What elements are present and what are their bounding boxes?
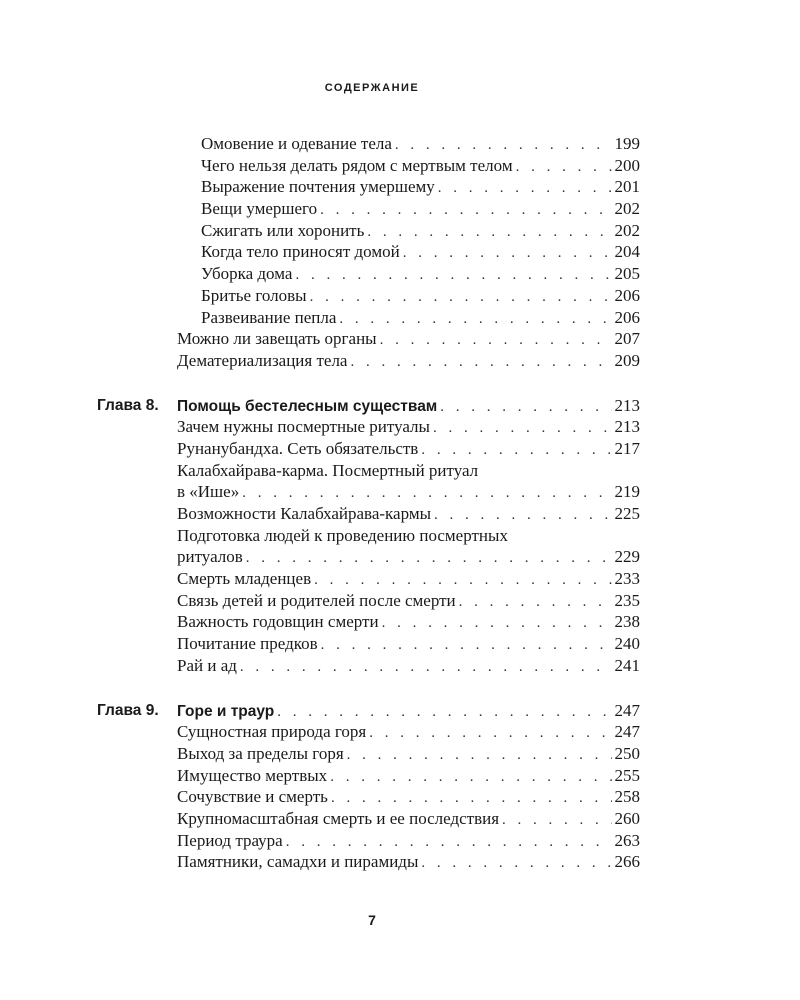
entry-page-number: 263	[614, 830, 640, 850]
dot-leader	[438, 178, 612, 199]
entry-page-number: 200	[614, 155, 640, 175]
entry-title: Сущностная природа горя	[177, 722, 367, 742]
entry-page-number: 201	[614, 177, 640, 197]
toc-entry	[0, 220, 800, 242]
toc-line	[177, 568, 640, 589]
entry-page-number: 235	[614, 590, 640, 610]
dot-leader	[240, 657, 612, 678]
dot-leader	[502, 810, 611, 831]
entry-title: Рунанубандха. Сеть обязательств	[177, 438, 419, 458]
toc-line	[177, 590, 640, 611]
toc-entry	[0, 198, 800, 220]
entry-page-number: 225	[614, 504, 640, 523]
toc-entry	[0, 438, 800, 460]
entry-title: Когда тело приносят домой	[201, 242, 400, 262]
entry-page-number: 260	[614, 808, 640, 828]
dot-leader	[395, 135, 612, 156]
page-number: 7	[368, 912, 376, 928]
entry-title: Можно ли завещать органы	[177, 329, 377, 349]
dot-leader	[320, 200, 611, 221]
entry-page-number: 206	[614, 307, 640, 327]
entry-title: Бритье головы	[201, 285, 307, 305]
dot-leader	[421, 853, 611, 874]
dot-leader	[459, 592, 612, 613]
toc-entry	[0, 655, 800, 677]
dot-leader	[369, 723, 611, 744]
dot-leader	[403, 243, 612, 264]
toc-entry	[0, 176, 800, 198]
toc-entry	[0, 416, 800, 438]
toc-line	[201, 220, 640, 241]
dot-leader	[350, 352, 611, 373]
toc-entry	[0, 830, 800, 852]
toc-line	[177, 721, 640, 742]
entry-page-number: 206	[614, 285, 640, 305]
chapter-label: Глава 8.	[97, 396, 159, 414]
toc-entry	[0, 721, 800, 743]
toc-line	[177, 786, 640, 807]
entry-page-number: 205	[614, 264, 640, 284]
dot-leader	[242, 483, 611, 504]
entry-page-number: 213	[614, 395, 640, 415]
toc-entry	[0, 155, 800, 177]
toc-line	[177, 503, 640, 524]
toc-entry	[0, 285, 800, 307]
toc-line	[177, 438, 640, 459]
toc-line	[177, 743, 640, 764]
toc-line	[177, 830, 640, 851]
toc-line	[201, 263, 640, 284]
entry-title: Сочувствие и смерть	[177, 787, 328, 807]
toc-line	[177, 546, 640, 567]
entry-title: Вещи умершего	[201, 199, 318, 219]
toc-entry	[0, 611, 800, 633]
entry-title: Почитание предков	[177, 634, 318, 654]
toc-line	[201, 198, 640, 219]
entry-page-number: 266	[614, 852, 640, 872]
toc-entry	[0, 241, 800, 263]
toc-entry	[0, 307, 800, 329]
toc-line	[177, 700, 640, 721]
dot-leader	[314, 570, 611, 591]
entry-page-number: 247	[614, 700, 640, 720]
toc-line	[201, 285, 640, 306]
toc-line	[177, 611, 640, 632]
entry-title: Памятники, самадхи и пирамиды	[177, 852, 419, 872]
toc-entry	[0, 851, 800, 873]
toc-line	[177, 808, 640, 829]
dot-leader	[339, 309, 611, 330]
dot-leader	[277, 702, 611, 723]
entry-page-number: 229	[614, 547, 640, 567]
entry-page-number: 258	[614, 787, 640, 807]
entry-title: Выход за пределы горя	[177, 743, 344, 763]
entry-title: Развеивание пепла	[201, 307, 337, 327]
toc-line	[177, 395, 640, 416]
toc-line	[177, 350, 640, 371]
toc-entry	[0, 328, 800, 350]
entry-page-number: 207	[614, 329, 640, 349]
entry-page-number: 199	[614, 134, 640, 153]
entry-title: Сжигать или хоронить	[201, 220, 365, 240]
running-header: СОДЕРЖАНИЕ	[324, 82, 420, 94]
dot-leader	[330, 767, 611, 788]
entry-page-number: 233	[614, 569, 640, 589]
entry-title: Калабхайрава-карма. Посмертный ритуал	[177, 460, 479, 480]
dot-leader	[331, 788, 612, 809]
entry-page-number: 255	[614, 765, 640, 785]
toc-entry	[0, 350, 800, 372]
dot-leader	[246, 548, 612, 569]
toc-entry	[0, 460, 800, 482]
toc-line	[177, 481, 640, 502]
dot-leader	[310, 287, 612, 308]
dot-leader	[516, 157, 612, 178]
entry-title: Возможности Калабхайрава-кармы	[177, 504, 432, 523]
toc-line	[177, 851, 640, 872]
dot-leader	[440, 397, 611, 418]
entry-title: Имущество мертвых	[177, 765, 328, 785]
toc-entry	[0, 546, 800, 568]
entry-page-number: 204	[614, 242, 640, 262]
dot-leader	[434, 505, 611, 526]
entry-title: ритуалов	[177, 547, 243, 567]
toc-entry	[0, 633, 800, 655]
entry-title: Рай и ад	[177, 655, 237, 675]
entry-title: Чего нельзя делать рядом с мертвым телом	[201, 155, 513, 175]
toc-chapter-entry	[0, 700, 800, 722]
dot-leader	[380, 330, 612, 351]
toc-line	[177, 655, 640, 676]
dot-leader	[367, 222, 611, 243]
dot-leader	[382, 613, 612, 634]
toc-line	[177, 633, 640, 654]
dot-leader	[347, 745, 612, 766]
toc-entry	[0, 765, 800, 787]
toc-line	[177, 416, 640, 437]
toc-entry	[0, 481, 800, 503]
toc-line	[177, 328, 640, 349]
entry-title: Смерть младенцев	[177, 569, 312, 589]
entry-page-number: 247	[614, 722, 640, 742]
entry-page-number: 202	[614, 220, 640, 240]
toc-entry	[0, 808, 800, 830]
toc-entry	[0, 133, 800, 155]
toc-line	[201, 241, 640, 262]
entry-title: Выражение почтения умершему	[201, 177, 435, 197]
toc-line	[177, 460, 640, 481]
entry-title: в «Ише»	[177, 482, 240, 502]
entry-page-number: 217	[614, 438, 640, 458]
entry-title: Уборка дома	[201, 264, 293, 284]
entry-title: Связь детей и родителей после смерти	[177, 590, 456, 610]
entry-title: Дематериализация тела	[177, 350, 348, 370]
entry-title: Омовение и одевание тела	[201, 134, 392, 153]
dot-leader	[421, 440, 611, 461]
toc-entry	[0, 263, 800, 285]
toc-entry	[0, 568, 800, 590]
toc-line	[201, 176, 640, 197]
entry-title: Зачем нужны посмертные ритуалы	[177, 417, 430, 437]
entry-title: Помощь бестелесным существам	[177, 397, 438, 415]
toc-entry	[0, 786, 800, 808]
toc-entry	[0, 590, 800, 612]
toc-entry	[0, 743, 800, 765]
entry-title: Важность годовщин смерти	[177, 612, 379, 632]
entry-title: Подготовка людей к проведению посмертных	[177, 525, 508, 545]
entry-page-number: 202	[614, 199, 640, 219]
toc-line	[201, 133, 640, 154]
dot-leader	[295, 265, 611, 286]
toc-line	[201, 155, 640, 176]
dot-leader	[286, 832, 612, 853]
toc-entry	[0, 503, 800, 525]
dot-leader	[321, 635, 612, 656]
toc-entry	[0, 525, 800, 547]
toc-line	[201, 307, 640, 328]
toc-line	[177, 765, 640, 786]
entry-title: Период траура	[177, 830, 283, 850]
entry-page-number: 238	[614, 612, 640, 632]
entry-title: Горе и траур	[177, 702, 275, 720]
toc-chapter-entry	[0, 395, 800, 417]
chapter-label: Глава 9.	[97, 701, 159, 719]
entry-page-number: 209	[614, 350, 640, 370]
entry-page-number: 240	[614, 634, 640, 654]
entry-page-number: 213	[614, 417, 640, 437]
entry-page-number: 241	[614, 655, 640, 675]
entry-page-number: 250	[614, 743, 640, 763]
entry-page-number: 219	[614, 482, 640, 502]
table-of-contents	[0, 133, 800, 873]
dot-leader	[433, 418, 612, 439]
toc-line	[177, 525, 640, 546]
entry-title: Крупномасштабная смерть и ее последствия	[177, 808, 500, 828]
